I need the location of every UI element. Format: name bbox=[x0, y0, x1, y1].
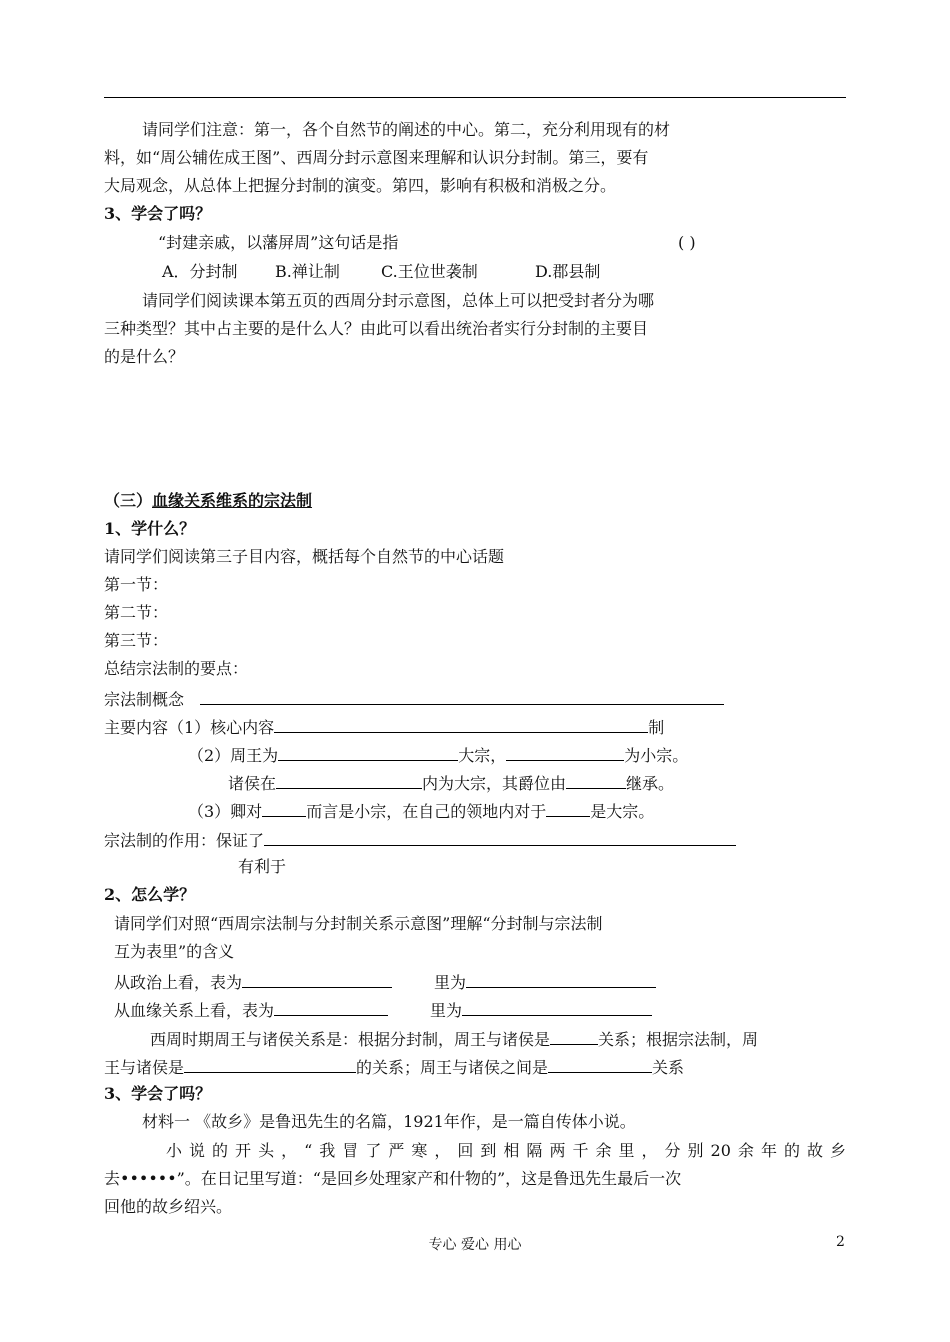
how-heading: 2、怎么学？ bbox=[104, 885, 196, 904]
blood-inner-blank[interactable] bbox=[462, 999, 652, 1016]
intro-line-1: 请同学们注意：第一，各个自然节的阐述的中心。第二，充分利用现有的材 bbox=[142, 120, 671, 139]
quiz-heading-2: 3、学会了吗？ bbox=[104, 1084, 212, 1103]
overall-relation-blank[interactable] bbox=[548, 1056, 652, 1073]
node-2: 第二节： bbox=[104, 603, 169, 622]
blood-row: 从血缘关系上看，表为 里为 bbox=[114, 999, 652, 1021]
clan-relation-blank[interactable] bbox=[184, 1056, 356, 1073]
main-content-row-3: 诸侯在 内为大宗，其爵位由 继承。 bbox=[228, 774, 675, 793]
political-inner-blank[interactable] bbox=[466, 971, 656, 988]
blood-outer-blank[interactable] bbox=[274, 999, 388, 1016]
learn-line-1: 请同学们对照“西周宗法制与分封制关系示意图”理解“分封制与宗法制 bbox=[114, 914, 603, 933]
learn-heading: 1、学什么？ bbox=[104, 519, 196, 538]
node-3: 第三节： bbox=[104, 631, 169, 650]
header-rule bbox=[104, 97, 846, 98]
answer-paren: ( ) bbox=[678, 233, 696, 252]
learn-line-2: 互为表里”的含义 bbox=[114, 942, 235, 961]
node-1: 第一节： bbox=[104, 575, 169, 594]
intro-line-2: 料，如“周公辅佐成王图”、西周分封示意图来理解和认识分封制。第三，要有 bbox=[104, 148, 649, 167]
read-instruction: 请同学们阅读第三子目内容，概括每个自然节的中心话题 bbox=[104, 547, 505, 566]
inherit-blank[interactable] bbox=[566, 772, 626, 789]
quiz-heading: 3、学会了吗？ bbox=[104, 204, 212, 223]
feudal-relation-blank[interactable] bbox=[550, 1028, 598, 1045]
concept-row: 宗法制概念 bbox=[104, 688, 724, 710]
effect-blank[interactable] bbox=[264, 829, 736, 846]
material-2-line-1: 小说的开头，“我冒了严寒，回到相隔两千余里，分别20余年的故乡 bbox=[166, 1141, 846, 1160]
option-b: B.禅让制 bbox=[275, 262, 340, 281]
main-content-row-1: 主要内容（1）核心内容 制 bbox=[104, 718, 665, 737]
minister-blank[interactable] bbox=[262, 800, 306, 817]
option-d: D.郡县制 bbox=[535, 262, 601, 281]
political-row: 从政治上看，表为 里为 bbox=[114, 971, 656, 993]
quiz-question: “封建亲戚，以藩屏周”这句话是指 bbox=[158, 233, 399, 252]
benefit-label: 有利于 bbox=[238, 857, 287, 876]
minor-blank[interactable] bbox=[506, 744, 624, 761]
material-2-line-3: 回他的故乡绍兴。 bbox=[104, 1197, 233, 1216]
page-number: 2 bbox=[836, 1234, 845, 1250]
main-content-row-2: （2）周王为 大宗， 为小宗。 bbox=[188, 746, 689, 765]
lord-domain-blank[interactable] bbox=[276, 772, 422, 789]
core-content-blank[interactable] bbox=[274, 716, 648, 733]
option-a: A．分封制 bbox=[162, 262, 238, 281]
material-1: 材料一 《故乡》是鲁迅先生的名篇，1921年作，是一篇自传体小说。 bbox=[142, 1112, 636, 1131]
concept-blank[interactable] bbox=[200, 688, 724, 705]
relation-line-1: 西周时期周王与诸侯关系是：根据分封制，周王与诸侯是 关系；根据宗法制，周 bbox=[150, 1030, 759, 1049]
main-content-row-4: （3）卿对 而言是小宗，在自己的领地内对于 是大宗。 bbox=[188, 802, 655, 821]
question2-line-2: 三种类型？其中占主要的是什么人？由此可以看出统治者实行分封制的主要目 bbox=[104, 319, 649, 338]
option-c: C.王位世袭制 bbox=[381, 262, 478, 281]
intro-line-3: 大局观念，从总体上把握分封制的演变。第四，影响有积极和消极之分。 bbox=[104, 176, 617, 195]
summary-label: 总结宗法制的要点： bbox=[104, 659, 249, 678]
king-blank[interactable] bbox=[278, 744, 458, 761]
footer-slogan: 专心 爱心 用心 bbox=[428, 1237, 522, 1253]
major-blank[interactable] bbox=[546, 800, 590, 817]
material-2-line-2: 去••••••”。在日记里写道：“是回乡处理家产和什物的”，这是鲁迅先生最后一次 bbox=[104, 1169, 682, 1188]
question2-line-1: 请同学们阅读课本第五页的西周分封示意图，总体上可以把受封者分为哪 bbox=[142, 291, 655, 310]
political-outer-blank[interactable] bbox=[242, 971, 392, 988]
section-title: （三）血缘关系维系的宗法制 bbox=[104, 491, 313, 510]
question2-line-3: 的是什么？ bbox=[104, 347, 185, 366]
relation-line-2: 王与诸侯是 的关系；周王与诸侯之间是 关系 bbox=[104, 1058, 685, 1077]
effect-row: 宗法制的作用：保证了 bbox=[104, 829, 736, 851]
